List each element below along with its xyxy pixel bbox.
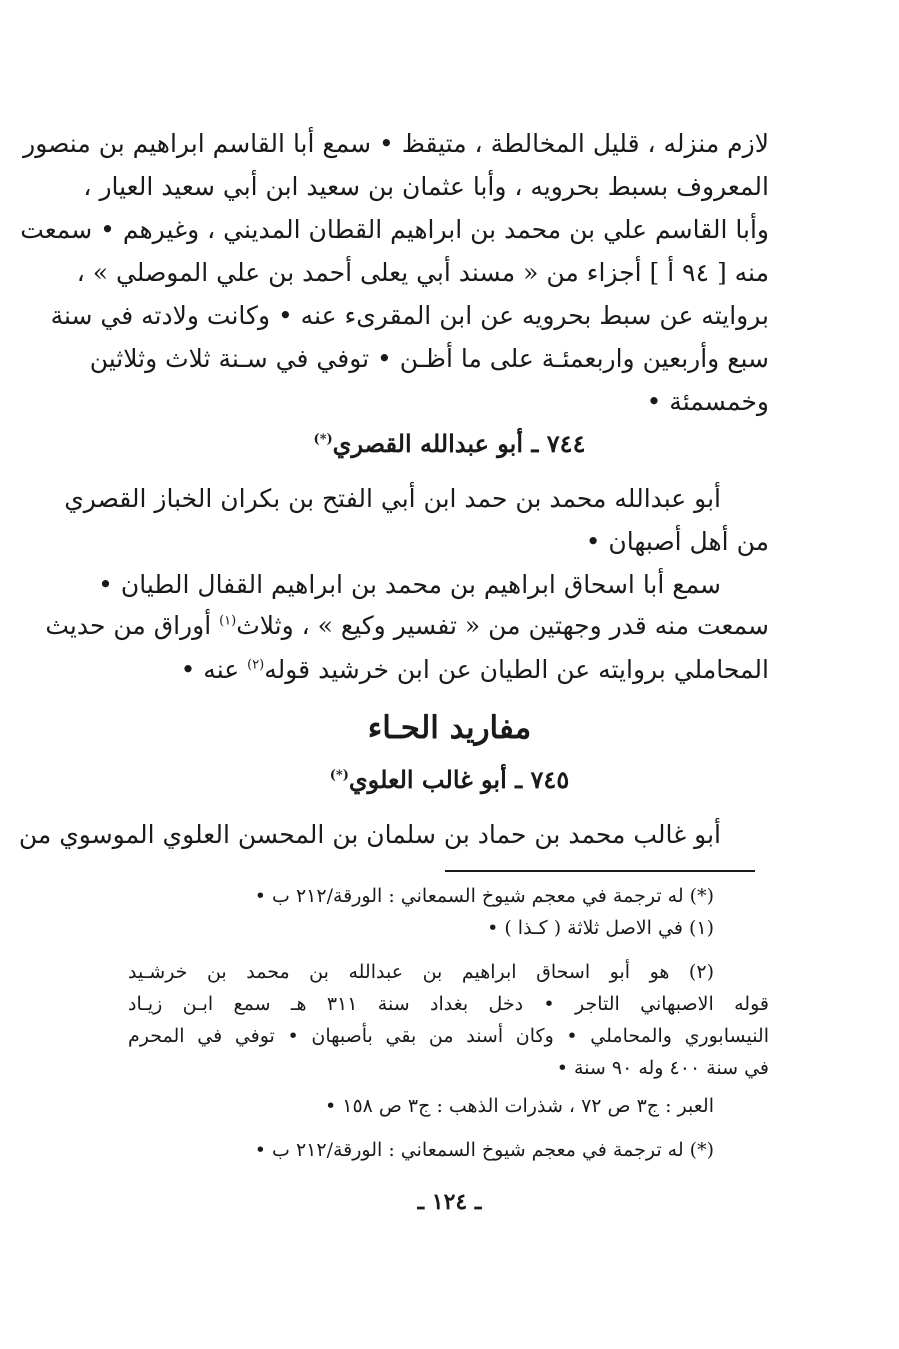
footnote-marker: (٢)	[247, 657, 265, 673]
footnote: (١) في الاصل ثلاثة ( كـذا ) •	[487, 917, 714, 939]
page-number: ـ ١٢٤ ـ	[417, 1189, 482, 1215]
body-line: منه [ ٩٤ أ ] أجزاء من « مسند أبي يعلى أحمد بن علي الموصلي » ،	[76, 258, 769, 287]
body-line	[45, 604, 769, 648]
body-text: المحاملي بروايته عن الطيان عن ابن خرشيد قوله	[264, 655, 769, 684]
body-line: بروايته عن سبط بحرويه عن ابن المقرىء عنه • وكانت ولادته في سنة	[50, 301, 769, 330]
entry-heading-text: ٧٤٥ ـ أبو غالب العلوي	[348, 765, 570, 794]
entry-heading-744	[0, 422, 899, 466]
footnote: (*) له ترجمة في معجم شيوخ السمعاني : الورقة/٢١٢ ب •	[254, 885, 714, 907]
body-text: أوراق من حديث	[45, 611, 220, 640]
footnote-marker: (*)	[313, 432, 333, 447]
footnote: (*) له ترجمة في معجم شيوخ السمعاني : الورقة/٢١٢ ب •	[254, 1139, 714, 1161]
body-text: سمعت منه قدر وجهتين من « تفسير وكيع » ، وثلاث	[236, 611, 769, 640]
footnote: قوله الاصبهاني التاجر • دخل بغداد سنة ٣١١ هـ سمع ابـن زيـاد	[128, 993, 769, 1015]
footnote: النيسابوري والمحاملي • وكان أسند من بقي بأصبهان • توفي في المحرم	[128, 1025, 769, 1047]
footnote-marker: (١)	[219, 613, 237, 629]
body-line: وأبا القاسم علي بن محمد بن ابراهيم القطان المديني ، وغيرهم • سمعت	[20, 215, 769, 244]
footnote: (٢) هو أبو اسحاق ابراهيم بن عبدالله بن محمد بن خرشـيد	[128, 961, 714, 983]
body-line: وخمسمئة •	[646, 387, 769, 416]
footnote: في سنة ٤٠٠ وله ٩٠ سنة •	[556, 1057, 769, 1079]
body-line: لازم منزله ، قليل المخالطة ، متيقظ • سمع أبا القاسم ابراهيم بن منصور	[23, 129, 769, 158]
body-line: سمع أبا اسحاق ابراهيم بن محمد بن ابراهيم القفال الطيان •	[98, 570, 721, 599]
body-line	[128, 648, 769, 692]
entry-heading-745	[0, 758, 899, 802]
entry-heading-text: ٧٤٤ ـ أبو عبدالله القصري	[332, 429, 586, 458]
body-text: عنه •	[180, 655, 248, 684]
body-line: من أهل أصبهان •	[585, 527, 769, 556]
body-line: سبع وأربعين واربعمئـة على ما أظـن • توفي في سـنة ثلاث وثلاثين	[89, 344, 769, 373]
section-title: مفاريد الحـاء	[367, 710, 532, 746]
body-line: أبو غالب محمد بن حماد بن سلمان بن المحسن العلوي الموسوي من	[18, 820, 721, 849]
footnote-marker: (*)	[329, 768, 349, 783]
body-line: أبو عبدالله محمد بن حمد ابن أبي الفتح بن بكران الخباز القصري	[64, 484, 721, 513]
footnote-separator	[445, 870, 755, 872]
footnote-reference: العبر : ج٣ ص ٧٢ ، شذرات الذهب : ج٣ ص ١٥٨ •	[324, 1095, 714, 1117]
body-line: المعروف بسبط بحرويه ، وأبا عثمان بن سعيد ابن أبي سعيد العيار ،	[83, 172, 769, 201]
